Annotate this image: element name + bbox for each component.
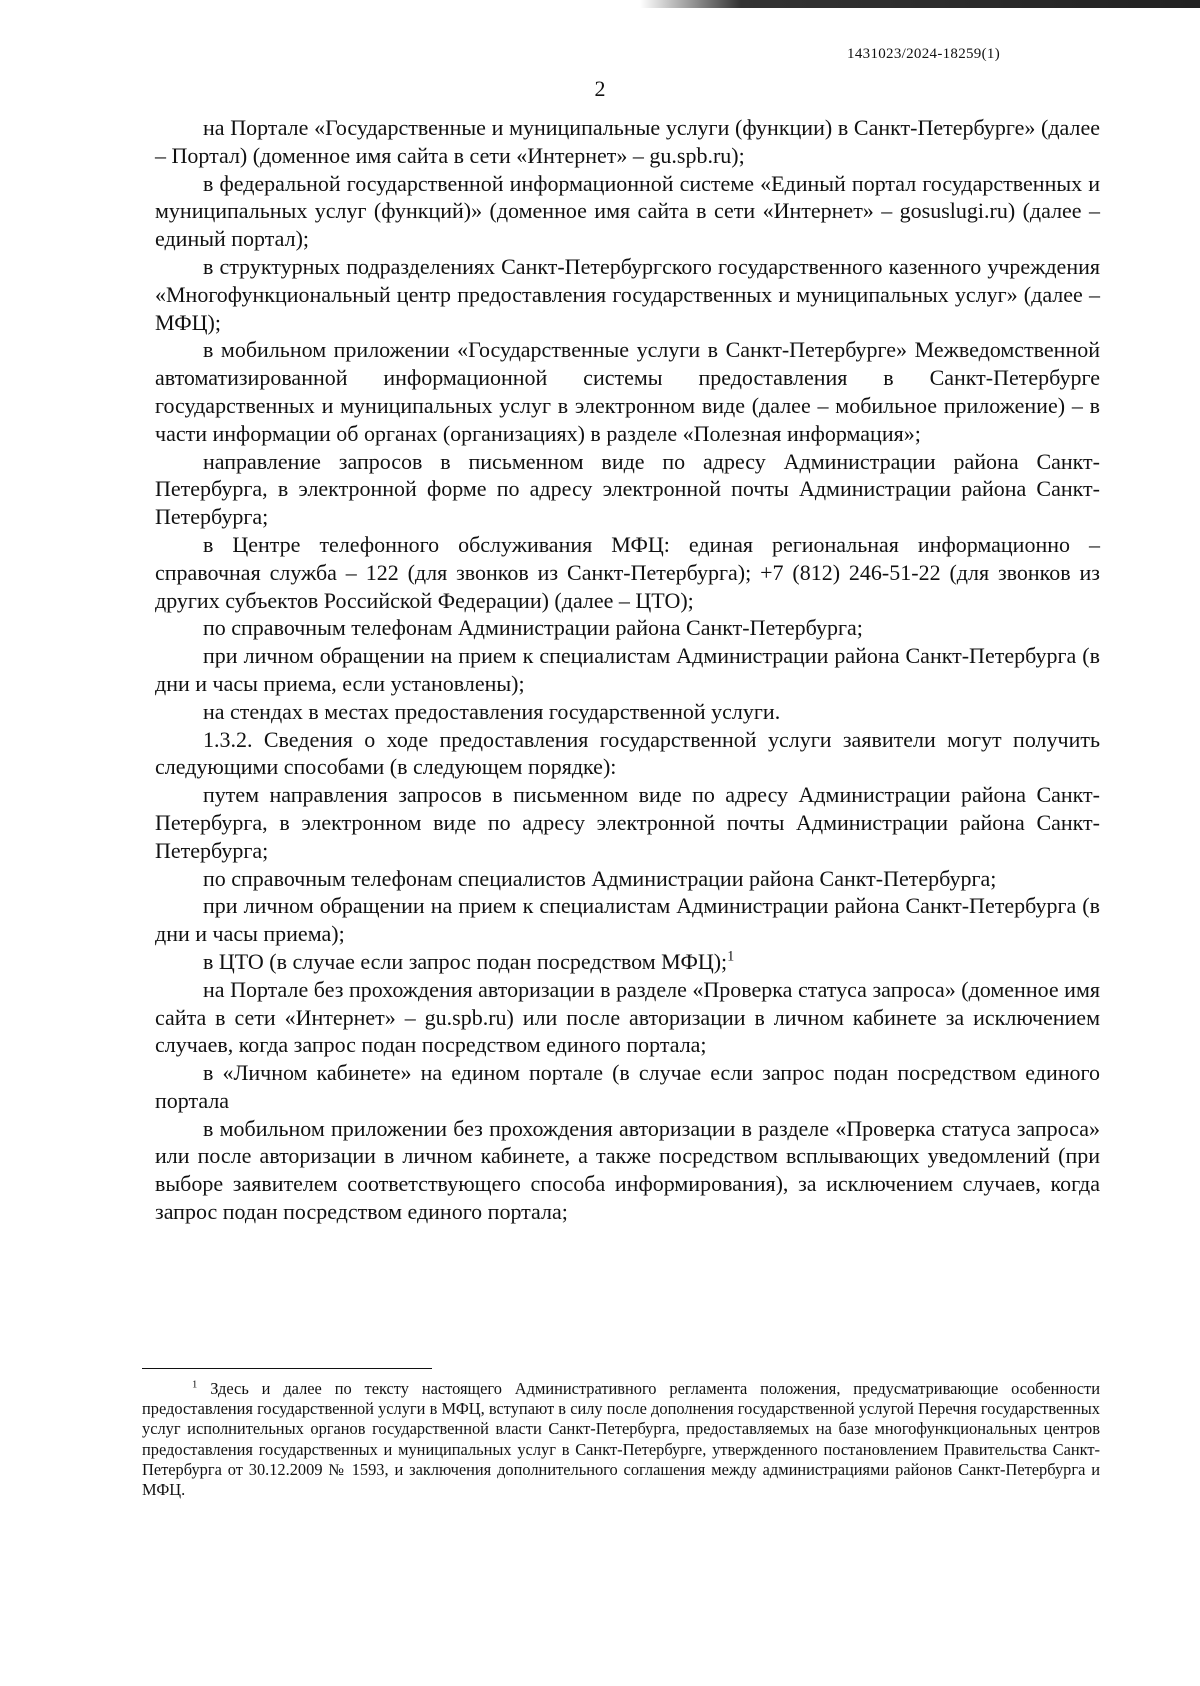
paragraph-unified-portal: в федеральной государственной информационной системе «Единый портал государственных и муниципальных услуг (функций)» (доменное имя сайта в сети «Интернет» – gosuslugi.ru) (далее – единый портал); (155, 170, 1100, 252)
document-body (155, 114, 1100, 1226)
paragraph-mobile-app: в мобильном приложении «Государственные услуги в Санкт-Петербурге» Межведомственной автоматизированной информационной системы предоставления в Санкт-Петербурге государственных и муниципальных услуг в электронном виде (далее – мобильное приложение) – в части информации об органах (организациях) в разделе «Полезная информация»; (155, 337, 1100, 446)
footnote-separator (142, 1368, 432, 1369)
paragraph-status-visit: при личном обращении на прием к специалистам Администрации района Санкт-Петербурга (в дни и часы приема); (155, 893, 1100, 947)
paragraph-status-cto (155, 948, 1100, 976)
paragraph-section-1-3-2: 1.3.2. Сведения о ходе предоставления государственной услуги заявители могут получить следующими способами (в следующем порядке): (155, 726, 1100, 780)
scan-edge-mark (640, 0, 1200, 8)
paragraph-status-personal-cabinet: в «Личном кабинете» на едином портале (в случае если запрос подан посредством единого портала (155, 1060, 1100, 1113)
paragraph-status-mobile-app: в мобильном приложении без прохождения авторизации в разделе «Проверка статуса запроса» или после авторизации в личном кабинете, а также посредством всплывающих уведомлений (при выборе заявителем соответствующего способа информирования), за исключением случаев, когда запрос подан посредством единого портала; (155, 1115, 1100, 1225)
paragraph-status-portal: на Портале без прохождения авторизации в разделе «Проверка статуса запроса» (доменное имя сайта в сети «Интернет» – gu.spb.ru) или после авторизации в личном кабинете за исключением случаев, когда запрос подан посредством единого портала; (155, 976, 1100, 1058)
paragraph-stands: на стендах в местах предоставления государственной услуги. (203, 698, 781, 724)
footnote (142, 1379, 1100, 1500)
footnote-reference: 1 (727, 948, 735, 965)
paragraph-written-requests: направление запросов в письменном виде по адресу Администрации района Санкт-Петербурга, в электронной форме по адресу электронной почты Администрации района Санкт-Петербурга; (155, 448, 1100, 530)
paragraph-personal-visit: при личном обращении на прием к специалистам Администрации района Санкт-Петербурга (в дни и часы приема, если установлены); (155, 643, 1100, 696)
paragraph-status-phones: по справочным телефонам специалистов Администрации района Санкт-Петербурга; (203, 865, 997, 891)
page-number: 2 (594, 76, 606, 101)
paragraph-mfc: в структурных подразделениях Санкт-Петербургского государственного казенного учреждения «Многофункциональный центр предоставления государственных и муниципальных услуг» (далее – МФЦ); (155, 253, 1100, 335)
paragraph-status-cto-text: в ЦТО (в случае если запрос подан посредством МФЦ); (203, 948, 728, 974)
footnote-marker: 1 (192, 1379, 198, 1391)
paragraph-call-center: в Центре телефонного обслуживания МФЦ: единая региональная информационно – справочная служба – 122 (для звонков из Санкт-Петербурга); +7 (812) 246-51-22 (для звонков из других субъектов Российской Федерации) (далее – ЦТО); (155, 531, 1100, 613)
footnote-text: Здесь и далее по тексту настоящего Административного регламента положения, предусматривающие особенности предоставления государственной услуги в МФЦ, вступают в силу после дополнения государственной услугой Перечня государственных услуг исполнительных органов государственной власти Санкт-Петербурга, предоставляемых на базе многофункциональных центров предоставления государственных и муниципальных услуг в Санкт-Петербурге, утвержденного постановлением Правительства Санкт-Петербурга от 30.12.2009 № 1593, и заключения дополнительного соглашения между администрациями районов Санкт-Петербурга и МФЦ. (142, 1379, 1100, 1500)
paragraph-status-written: путем направления запросов в письменном виде по адресу Администрации района Санкт-Петербурга, в электронном виде по адресу электронной почты Администрации района Санкт-Петербурга; (155, 782, 1100, 863)
document-number: 1431023/2024-18259(1) (847, 46, 1000, 62)
paragraph-phones: по справочным телефонам Администрации района Санкт-Петербурга; (203, 615, 863, 641)
paragraph-portal: на Портале «Государственные и муниципальные услуги (функции) в Санкт-Петербурге» (далее – Портал) (доменное имя сайта в сети «Интернет» – gu.spb.ru); (155, 115, 1100, 168)
